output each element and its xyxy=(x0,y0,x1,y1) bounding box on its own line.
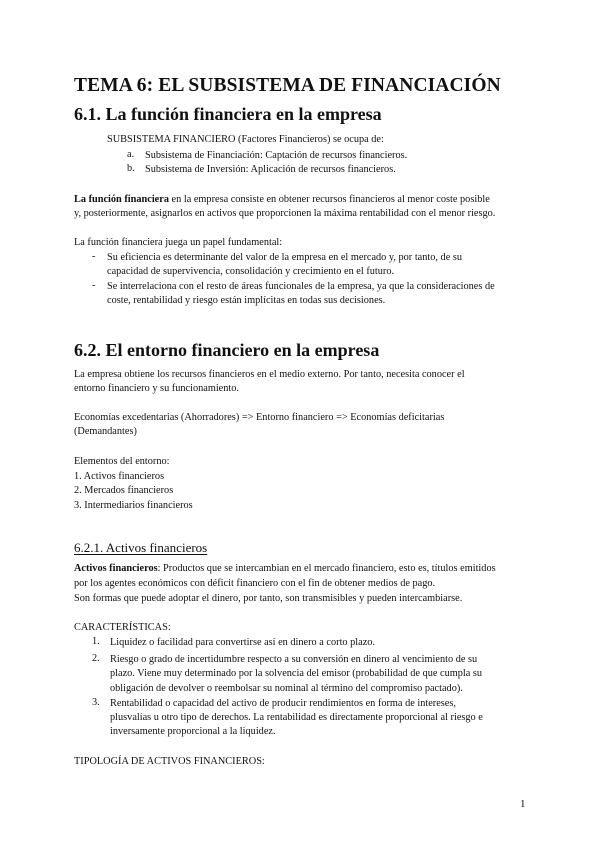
char-2-line-1: Riesgo o grado de incertidumbre respecto a su conversión en dinero al vencimiento de su xyxy=(110,654,478,665)
environment-p1-line-2: entorno financiero y su funcionamiento. xyxy=(74,383,239,394)
section-heading-6-2: 6.2. El entorno financiero en la empresa xyxy=(74,340,380,360)
elements-intro: Elementos del entorno: xyxy=(74,456,170,467)
environment-p1-line-1: La empresa obtiene los recursos financieros en el medio externo. Por tanto, necesita conocer el xyxy=(74,369,465,380)
bullet-2-line-1: Se interrelaciona con el resto de áreas funcionales de la empresa, ya que la consideraciones de xyxy=(107,281,495,292)
element-item: 1. Activos financieros xyxy=(74,471,165,482)
bullet-2-line-2: coste, rentabilidad y riesgo están implícitas en todas sus decisiones. xyxy=(107,295,386,306)
char-1-line-1: Liquidez o facilidad para convertirse así en dinero a corto plazo. xyxy=(110,637,376,648)
characteristics-heading: CARACTERÍSTICAS: xyxy=(74,622,171,633)
flow-line-2: (Demandantes) xyxy=(74,426,137,437)
subsection-heading-6-2-1: 6.2.1. Activos financieros xyxy=(74,540,208,555)
definition-line-2: y, posteriormente, asignarlos en activos que proporcionen la máxima rentabilidad con el menor riesgo. xyxy=(74,208,496,219)
char-3-line-2: plusvalías u otro tipo de derechos. La rentabilidad es directamente proporcional al riesgo e xyxy=(110,712,483,723)
bullet-1-line-1: Su eficiencia es determinante del valor de la empresa en el mercado y, por tanto, de su xyxy=(107,252,463,263)
char-number: 3. xyxy=(92,697,100,708)
bullet-dash-icon: - xyxy=(92,280,96,291)
char-number: 1. xyxy=(92,636,100,647)
assets-term: Activos financieros xyxy=(74,563,158,574)
char-3-line-3: inversamente proporcional a la liquidez. xyxy=(110,726,276,737)
document-title: TEMA 6: EL SUBSISTEMA DE FINANCIACIÓN xyxy=(74,75,501,96)
assets-def-line-3: Son formas que puede adoptar el dinero, por tanto, son transmisibles y pueden intercambiarse. xyxy=(74,593,463,604)
page-number: 1 xyxy=(520,798,526,810)
definition-line-1: La función financiera en la empresa consiste en obtener recursos financieros al menor coste posible xyxy=(74,194,490,205)
assets-def-line-2: por los agentes económicos con déficit financiero con el fin de obtener medios de pago. xyxy=(74,578,436,589)
char-number: 2. xyxy=(92,653,100,664)
subsystem-intro: SUBSISTEMA FINANCIERO (Factores Financieros) se ocupa de: xyxy=(107,134,384,145)
element-item: 3. Intermediarios financieros xyxy=(74,500,193,511)
bullet-dash-icon: - xyxy=(92,251,96,262)
definition-term: La función financiera xyxy=(74,194,169,205)
list-item-financiacion: Subsistema de Financiación: Captación de recursos financieros. xyxy=(145,150,408,161)
list-item-inversion: Subsistema de Inversión: Aplicación de recursos financieros. xyxy=(145,164,396,175)
char-2-line-3: obligación de devolver o reembolsar su nominal al término del compromiso pactado). xyxy=(110,683,463,694)
bullet-1-line-2: capacidad de supervivencia, consolidación y crecimiento en el futuro. xyxy=(107,266,395,277)
typology-heading: TIPOLOGÍA DE ACTIVOS FINANCIEROS: xyxy=(74,756,265,767)
char-2-line-2: plazo. Viene muy determinado por la solvencia del emisor (probabilidad de que cumpla su xyxy=(110,668,483,679)
section-heading-6-1: 6.1. La función financiera en la empresa xyxy=(74,104,382,124)
list-marker-a: a. xyxy=(127,149,135,160)
assets-def-line-1: Activos financieros: Productos que se intercambian en el mercado financiero, esto es, títulos emitidos xyxy=(74,563,496,574)
element-item: 2. Mercados financieros xyxy=(74,485,174,496)
list-marker-b: b. xyxy=(127,163,135,174)
flow-line-1: Economías excedentarias (Ahorradores) => Entorno financiero => Economías deficitarias xyxy=(74,412,445,423)
char-3-line-1: Rentabilidad o capacidad del activo de producir rendimientos en forma de intereses, xyxy=(110,698,456,709)
role-intro: La función financiera juega un papel fundamental: xyxy=(74,237,283,248)
